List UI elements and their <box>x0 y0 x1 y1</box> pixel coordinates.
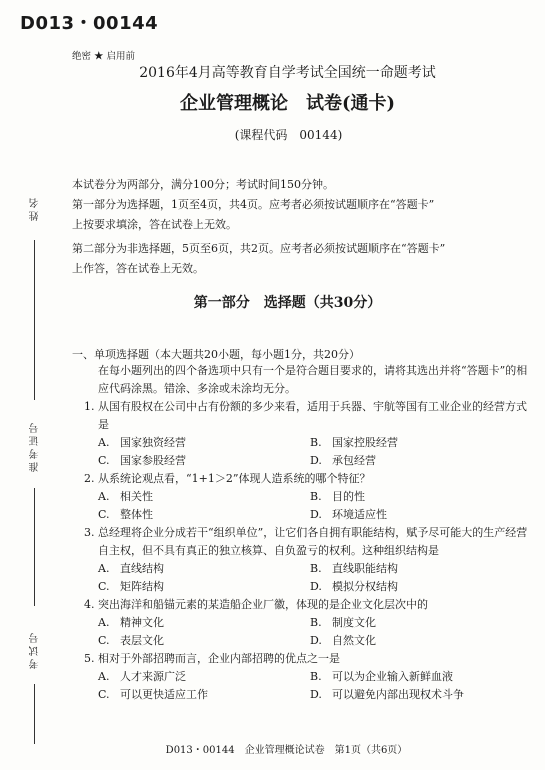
course-code: (课程代码 00144) <box>234 128 343 142</box>
option-letter: A. <box>98 490 110 503</box>
option-text: 制度文化 <box>332 616 376 629</box>
side-ticket-line <box>34 488 35 606</box>
option-a <box>98 434 310 452</box>
option-letter: C. <box>98 688 110 701</box>
instruction-line: 上作答，答在试卷上无效。 <box>72 262 204 275</box>
option-letter: C. <box>98 580 110 593</box>
question-5 <box>84 650 532 704</box>
option-text: 精神文化 <box>120 616 164 629</box>
option-text: 可以更快适应工作 <box>120 688 208 701</box>
option-text: 直线结构 <box>120 562 164 575</box>
option-c <box>98 578 310 596</box>
option-text: 相关性 <box>120 490 153 503</box>
option-text: 可以为企业输入新鲜血液 <box>332 670 453 683</box>
side-ticket-label: 准考证号 <box>30 420 41 472</box>
side-seat-line <box>34 684 35 744</box>
option-d <box>310 632 522 650</box>
instructions <box>72 175 532 279</box>
paper-code: D013・00144 <box>20 13 159 34</box>
instruction-line: 本试卷分为两部分，满分100分；考试时间150分钟。 <box>72 178 334 191</box>
option-text: 国家控股经营 <box>332 436 398 449</box>
side-name-label: 姓名 <box>30 195 41 221</box>
part-title: 第一部分 选择题（共30分） <box>193 295 382 311</box>
option-letter: C. <box>98 508 110 521</box>
page-footer: D013・00144 企业管理概论试卷 第1页（共6页） <box>165 745 408 756</box>
question-3 <box>84 524 532 596</box>
option-a <box>98 560 310 578</box>
question-list <box>84 398 532 704</box>
option-letter: D. <box>310 634 322 647</box>
question-stem: 4. 突出海洋和船锚元素的某造船企业厂徽，体现的是企业文化层次中的 <box>84 598 428 611</box>
instruction-line: 第一部分为选择题，1页至4页，共4页。应考者必须按试题顺序在“答题卡” <box>72 198 435 211</box>
option-letter: C. <box>98 634 110 647</box>
option-text: 直线职能结构 <box>332 562 398 575</box>
option-letter: D. <box>310 454 322 467</box>
option-b <box>310 668 522 686</box>
option-b <box>310 488 522 506</box>
question-stem: 3. 总经理将企业分成若干“组织单位”，让它们各自拥有职能结构，赋予尽可能大的生产经营自主权，但不具有真正的独立核算、自负盈亏的权利。这种组织结构是 <box>84 526 528 557</box>
option-letter: D. <box>310 688 322 701</box>
option-letter: A. <box>98 562 110 575</box>
side-name-line <box>34 240 35 400</box>
option-text: 整体性 <box>120 508 153 521</box>
option-c <box>98 452 310 470</box>
subject-title: 企业管理概论 试卷(通卡) <box>179 93 396 114</box>
option-text: 模拟分权结构 <box>332 580 398 593</box>
option-letter: A. <box>98 670 110 683</box>
option-grid <box>84 488 532 524</box>
question-stem: 2. 从系统论观点看，“1+1＞2”体现人造系统的哪个特征？ <box>84 472 371 485</box>
option-grid <box>84 614 532 650</box>
option-letter: D. <box>310 580 322 593</box>
option-a <box>98 488 310 506</box>
option-letter: B. <box>310 616 322 629</box>
option-text: 人才来源广泛 <box>120 670 186 683</box>
option-text: 表层文化 <box>120 634 164 647</box>
option-letter: B. <box>310 490 322 503</box>
exam-title: 2016年4月高等教育自学考试全国统一命题考试 <box>139 65 436 81</box>
option-text: 可以避免内部出现权术斗争 <box>332 688 464 701</box>
question-4 <box>84 596 532 650</box>
question-1 <box>84 398 532 470</box>
secrecy-mark: 绝密 ★ 启用前 <box>72 51 136 62</box>
option-c <box>98 632 310 650</box>
option-letter: D. <box>310 508 322 521</box>
instruction-line: 第二部分为非选择题，5页至6页，共2页。应考者必须按试题顺序在“答题卡” <box>72 242 446 255</box>
option-text: 国家参股经营 <box>120 454 186 467</box>
question-2 <box>84 470 532 524</box>
option-b <box>310 434 522 452</box>
option-text: 目的性 <box>332 490 365 503</box>
option-grid <box>84 560 532 596</box>
option-letter: A. <box>98 436 110 449</box>
option-letter: A. <box>98 616 110 629</box>
option-b <box>310 560 522 578</box>
option-b <box>310 614 522 632</box>
option-text: 国家独资经营 <box>120 436 186 449</box>
side-seat-label: 考试号 <box>30 630 41 669</box>
question-stem: 5. 相对于外部招聘而言，企业内部招聘的优点之一是 <box>84 652 340 665</box>
option-d <box>310 578 522 596</box>
section-description: 在每小题列出的四个备选项中只有一个是符合题目要求的，请将其选出并将“答题卡”的相应代码涂黑。错涂、多涂或未涂均无分。 <box>98 364 528 395</box>
option-c <box>98 686 310 704</box>
option-letter: B. <box>310 670 322 683</box>
option-d <box>310 686 522 704</box>
section-heading: 一、单项选择题（本大题共20小题，每小题1分，共20分） <box>72 348 360 361</box>
option-text: 自然文化 <box>332 634 376 647</box>
question-stem: 1. 从国有股权在公司中占有份额的多少来看，适用于兵器、宇航等国有工业企业的经营方式是 <box>84 400 527 431</box>
option-d <box>310 506 522 524</box>
option-grid <box>84 434 532 470</box>
option-text: 矩阵结构 <box>120 580 164 593</box>
option-letter: B. <box>310 436 322 449</box>
option-text: 环境适应性 <box>332 508 387 521</box>
option-letter: B. <box>310 562 322 575</box>
option-c <box>98 506 310 524</box>
option-a <box>98 614 310 632</box>
option-letter: C. <box>98 454 110 467</box>
option-grid <box>84 668 532 704</box>
option-d <box>310 452 522 470</box>
option-text: 承包经营 <box>332 454 376 467</box>
instruction-line: 上按要求填涂，答在试卷上无效。 <box>72 218 237 231</box>
option-a <box>98 668 310 686</box>
